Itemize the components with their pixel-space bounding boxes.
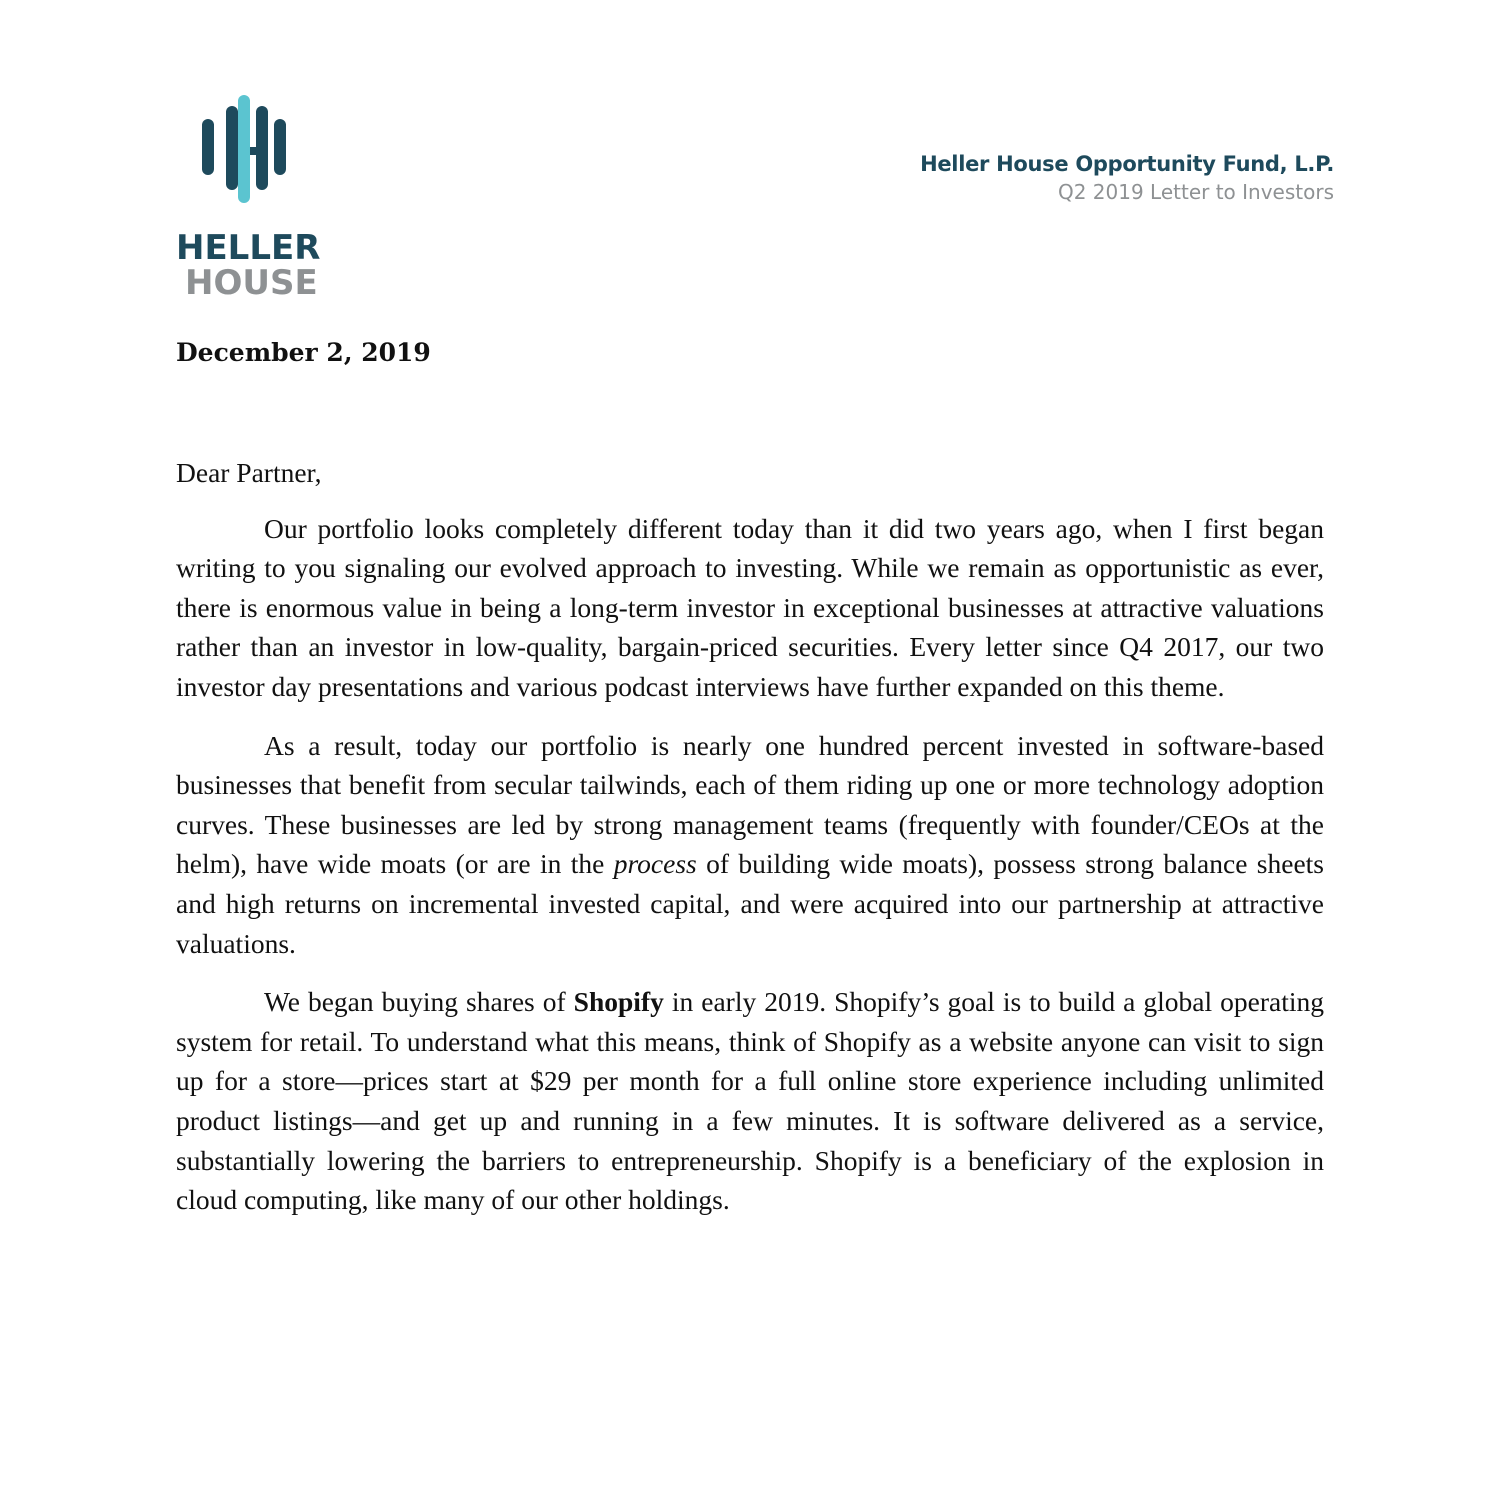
letter-body bbox=[176, 453, 1324, 1239]
paragraph-1: Our portfolio looks completely different today than it did two years ago, when I first began writing to you signaling our evolved approach to investing. While we remain as opportunistic as ever, there is enormous value in being a long-term investor in exceptional businesses at attractive valuations rather than an investor in low-quality, bargain-priced securities. Every letter since Q4 2017, our two investor day presentations and various podcast interviews have further expanded on this theme. bbox=[176, 512, 1324, 702]
logo-word-heller: HELLER bbox=[176, 228, 321, 268]
paragraph-3-text-b: in early 2019. Shopify’s goal is to build a global operating system for retail. To understand what this means, think of Shopify as a website anyone can visit to sign up for a store—prices start at $29 per month for a full online store experience including unlimited product listings—and get up and running in a few minutes. It is software delivered as a service, substantially lowering the barriers to entrepreneurship. Shopify is a beneficiary of the explosion in cloud computing, like many of our other holdings. bbox=[176, 986, 1324, 1216]
logo-mark-icon bbox=[176, 92, 316, 207]
salutation: Dear Partner, bbox=[176, 457, 322, 488]
paragraph-2-emphasis: process bbox=[613, 848, 697, 880]
logo-word-house: HOUSE bbox=[185, 263, 318, 303]
paragraph-2-text-a: As a result, today our portfolio is nearly one hundred percent invested in software-based businesses that benefit from secular tailwinds, each of them riding up one or more technology adoption curves. These businesses are led by strong management teams (frequently with founder/CEOs at the helm), have wide moats (or are in the bbox=[176, 729, 1324, 880]
letter-date: December 2, 2019 bbox=[176, 338, 431, 367]
paragraph-3-text-a: We began buying shares of bbox=[264, 986, 574, 1018]
heller-house-logo bbox=[176, 92, 321, 303]
paragraph-2-text-b: of building wide moats), possess strong balance sheets and high returns on incremental invested capital, and were acquired into our partnership at attractive valuations. bbox=[176, 848, 1324, 959]
paragraph-3-company: Shopify bbox=[573, 986, 664, 1018]
paragraph-3 bbox=[176, 982, 1324, 1220]
letter-header bbox=[920, 150, 1334, 206]
fund-name: Heller House Opportunity Fund, L.P. bbox=[920, 152, 1334, 176]
paragraph-2 bbox=[176, 726, 1324, 964]
letter-title: Q2 2019 Letter to Investors bbox=[1057, 180, 1334, 204]
